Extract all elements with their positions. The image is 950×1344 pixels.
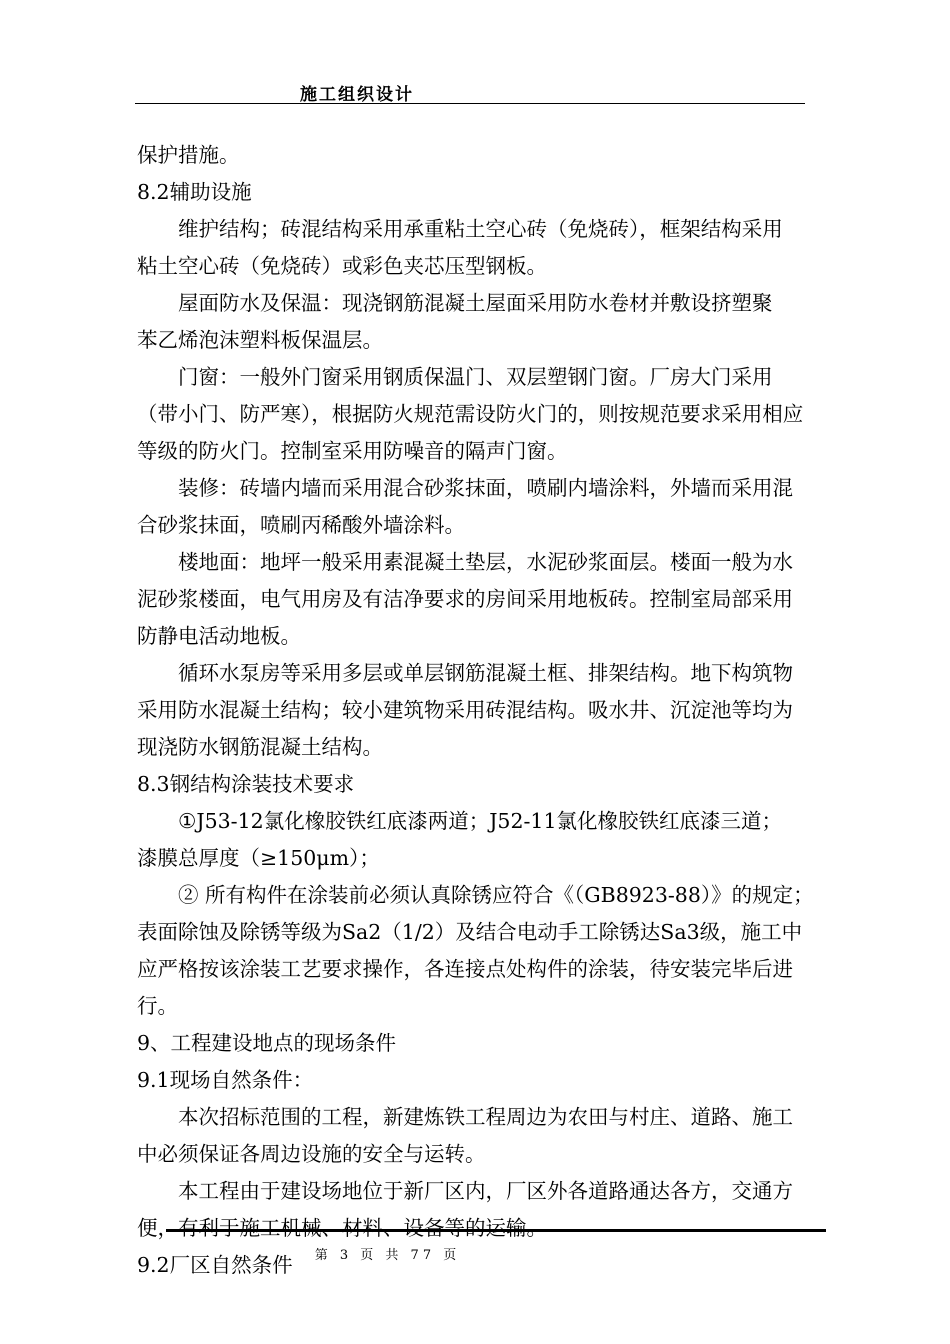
- text-line: 装修：砖墙内墙而采用混合砂浆抹面，喷刷内墙涂料，外墙而采用混: [178, 476, 793, 500]
- text-line: 应严格按该涂装工艺要求操作，各连接点处构件的涂装，待安装完毕后进: [137, 957, 793, 981]
- text-line: 本次招标范围的工程，新建炼铁工程周边为农田与村庄、道路、施工: [178, 1105, 793, 1129]
- text-line: 9、工程建设地点的现场条件: [137, 1031, 397, 1055]
- page-number: 第 3 页 共 77 页: [314, 1248, 461, 1263]
- text-line: 屋面防水及保温：现浇钢筋混凝土屋面采用防水卷材并敷设挤塑聚: [178, 291, 773, 315]
- text-line: 保护措施。: [137, 143, 240, 167]
- text-line: 表面除蚀及除锈等级为Sa2（1/2）及结合电动手工除锈达Sa3级，施工中: [137, 920, 803, 944]
- text-line: 现浇防水钢筋混凝土结构。: [137, 735, 383, 759]
- text-line: 苯乙烯泡沫塑料板保温层。: [137, 328, 383, 352]
- text-line: 行。: [137, 994, 178, 1018]
- text-line: ①J53-12氯化橡胶铁红底漆两道；J52-11氯化橡胶铁红底漆三道；: [178, 809, 783, 833]
- text-line: 本工程由于建设场地位于新厂区内，厂区外各道路通达各方，交通方: [178, 1179, 793, 1203]
- text-line: （带小门、防严寒），根据防火规范需设防火门的，则按规范要求采用相应: [137, 402, 804, 426]
- text-line: 便，有利于施工机械、材料、设备等的运输。: [137, 1216, 547, 1240]
- header-rule: [135, 103, 805, 104]
- text-line: 9.1现场自然条件：: [137, 1068, 314, 1092]
- text-line: 中必须保证各周边设施的安全与运转。: [137, 1142, 486, 1166]
- text-line: 防静电活动地板。: [137, 624, 301, 648]
- text-line: 等级的防火门。控制室采用防噪音的隔声门窗。: [137, 439, 568, 463]
- text-line: 楼地面：地坪一般采用素混凝土垫层，水泥砂浆面层。楼面一般为水: [178, 550, 793, 574]
- text-line: 维护结构；砖混结构采用承重粘土空心砖（免烧砖），框架结构采用: [178, 217, 783, 241]
- text-line: 9.2厂区自然条件: [137, 1253, 293, 1277]
- text-line: 8.2辅助设施: [137, 180, 252, 204]
- text-line: 8.3钢结构涂装技术要求: [137, 772, 355, 796]
- header-title: 施工组织设计: [300, 85, 414, 105]
- body-text: [137, 137, 837, 1284]
- footer-rule: [166, 1229, 826, 1232]
- text-line: 泥砂浆楼面，电气用房及有洁净要求的房间采用地板砖。控制室局部采用: [137, 587, 793, 611]
- text-line: 门窗：一般外门窗采用钢质保温门、双层塑钢门窗。厂房大门采用: [178, 365, 773, 389]
- text-line: 循环水泵房等采用多层或单层钢筋混凝土框、排架结构。地下构筑物: [178, 661, 793, 685]
- text-line: ② 所有构件在涂装前必须认真除锈应符合《（GB8923-88）》的规定；: [178, 883, 814, 907]
- text-line: 采用防水混凝土结构；较小建筑物采用砖混结构。吸水井、沉淀池等均为: [137, 698, 793, 722]
- text-line: 粘土空心砖（免烧砖）或彩色夹芯压型钢板。: [137, 254, 547, 278]
- text-line: 合砂浆抹面，喷刷丙稀酸外墙涂料。: [137, 513, 465, 537]
- text-line: 漆膜总厚度（≥150μm）；: [137, 846, 380, 870]
